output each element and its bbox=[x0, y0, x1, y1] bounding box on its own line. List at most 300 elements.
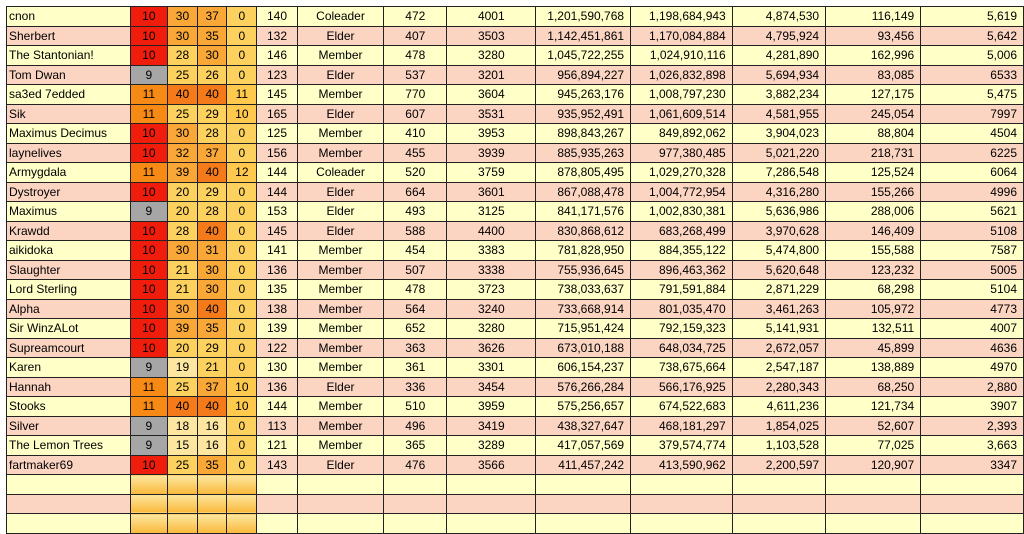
grade-2-cell[interactable]: 39 bbox=[168, 163, 198, 183]
count-2-cell[interactable]: 3125 bbox=[447, 202, 536, 222]
count-1-cell[interactable]: 361 bbox=[384, 358, 447, 378]
count-2-cell[interactable]: 3289 bbox=[447, 436, 536, 456]
value-5-cell[interactable]: 5005 bbox=[921, 260, 1024, 280]
value-2-cell[interactable]: 468,181,297 bbox=[631, 416, 733, 436]
grade-1-cell[interactable]: 10 bbox=[130, 338, 168, 358]
count-2-cell[interactable] bbox=[447, 475, 536, 495]
grade-1-cell[interactable]: 10 bbox=[130, 46, 168, 66]
level-cell[interactable]: 143 bbox=[257, 455, 298, 475]
value-1-cell[interactable]: 606,154,237 bbox=[536, 358, 631, 378]
member-name-cell[interactable]: Maximus bbox=[7, 202, 131, 222]
role-cell[interactable]: Elder bbox=[297, 455, 383, 475]
value-4-cell[interactable] bbox=[826, 514, 921, 534]
value-3-cell[interactable]: 5,636,986 bbox=[732, 202, 825, 222]
grade-1-cell[interactable]: 9 bbox=[130, 358, 168, 378]
value-5-cell[interactable]: 5,475 bbox=[921, 85, 1024, 105]
value-4-cell[interactable]: 123,232 bbox=[826, 260, 921, 280]
value-5-cell[interactable]: 6064 bbox=[921, 163, 1024, 183]
role-cell[interactable]: Member bbox=[297, 358, 383, 378]
value-2-cell[interactable]: 566,176,925 bbox=[631, 377, 733, 397]
member-name-cell[interactable] bbox=[7, 475, 131, 495]
value-4-cell[interactable]: 88,804 bbox=[826, 124, 921, 144]
value-1-cell[interactable] bbox=[536, 514, 631, 534]
count-1-cell[interactable]: 537 bbox=[384, 65, 447, 85]
value-4-cell[interactable]: 245,054 bbox=[826, 104, 921, 124]
value-4-cell[interactable]: 77,025 bbox=[826, 436, 921, 456]
value-3-cell[interactable]: 4,281,890 bbox=[732, 46, 825, 66]
level-cell[interactable]: 146 bbox=[257, 46, 298, 66]
grade-3-cell[interactable] bbox=[197, 494, 227, 514]
grade-3-cell[interactable]: 26 bbox=[197, 65, 227, 85]
grade-2-cell[interactable]: 40 bbox=[168, 85, 198, 105]
value-4-cell[interactable] bbox=[826, 475, 921, 495]
value-5-cell[interactable]: 3,663 bbox=[921, 436, 1024, 456]
role-cell[interactable]: Member bbox=[297, 319, 383, 339]
value-4-cell[interactable]: 162,996 bbox=[826, 46, 921, 66]
value-4-cell[interactable]: 125,524 bbox=[826, 163, 921, 183]
value-5-cell[interactable]: 4636 bbox=[921, 338, 1024, 358]
grade-4-cell[interactable]: 11 bbox=[227, 85, 257, 105]
grade-1-cell[interactable]: 11 bbox=[130, 163, 168, 183]
value-4-cell[interactable]: 83,085 bbox=[826, 65, 921, 85]
count-2-cell[interactable] bbox=[447, 514, 536, 534]
value-4-cell[interactable]: 138,889 bbox=[826, 358, 921, 378]
value-2-cell[interactable]: 1,061,609,514 bbox=[631, 104, 733, 124]
role-cell[interactable]: Member bbox=[297, 397, 383, 417]
value-4-cell[interactable] bbox=[826, 494, 921, 514]
member-name-cell[interactable]: cnon bbox=[7, 7, 131, 27]
member-name-cell[interactable]: aikidoka bbox=[7, 241, 131, 261]
count-1-cell[interactable]: 664 bbox=[384, 182, 447, 202]
value-5-cell[interactable]: 7587 bbox=[921, 241, 1024, 261]
value-1-cell[interactable]: 575,256,657 bbox=[536, 397, 631, 417]
count-1-cell[interactable]: 478 bbox=[384, 46, 447, 66]
grade-1-cell[interactable]: 10 bbox=[130, 260, 168, 280]
value-2-cell[interactable]: 1,170,084,884 bbox=[631, 26, 733, 46]
grade-3-cell[interactable]: 40 bbox=[197, 163, 227, 183]
level-cell[interactable]: 153 bbox=[257, 202, 298, 222]
count-1-cell[interactable] bbox=[384, 475, 447, 495]
grade-2-cell[interactable]: 28 bbox=[168, 46, 198, 66]
grade-1-cell[interactable]: 11 bbox=[130, 397, 168, 417]
value-3-cell[interactable]: 3,461,263 bbox=[732, 299, 825, 319]
value-1-cell[interactable]: 830,868,612 bbox=[536, 221, 631, 241]
grade-3-cell[interactable]: 29 bbox=[197, 182, 227, 202]
count-2-cell[interactable]: 3240 bbox=[447, 299, 536, 319]
count-2-cell[interactable] bbox=[447, 494, 536, 514]
role-cell[interactable]: Member bbox=[297, 299, 383, 319]
grade-3-cell[interactable]: 35 bbox=[197, 455, 227, 475]
grade-4-cell[interactable]: 0 bbox=[227, 455, 257, 475]
value-3-cell[interactable]: 7,286,548 bbox=[732, 163, 825, 183]
count-1-cell[interactable]: 607 bbox=[384, 104, 447, 124]
count-2-cell[interactable]: 4001 bbox=[447, 7, 536, 27]
count-1-cell[interactable]: 564 bbox=[384, 299, 447, 319]
level-cell[interactable]: 141 bbox=[257, 241, 298, 261]
value-1-cell[interactable]: 438,327,647 bbox=[536, 416, 631, 436]
grade-2-cell[interactable]: 39 bbox=[168, 319, 198, 339]
level-cell[interactable]: 121 bbox=[257, 436, 298, 456]
role-cell[interactable]: Elder bbox=[297, 26, 383, 46]
value-1-cell[interactable] bbox=[536, 494, 631, 514]
grade-3-cell[interactable]: 37 bbox=[197, 143, 227, 163]
grade-2-cell[interactable] bbox=[168, 514, 198, 534]
value-1-cell[interactable]: 956,894,227 bbox=[536, 65, 631, 85]
value-4-cell[interactable]: 127,175 bbox=[826, 85, 921, 105]
grade-1-cell[interactable]: 11 bbox=[130, 104, 168, 124]
count-1-cell[interactable]: 478 bbox=[384, 280, 447, 300]
grade-4-cell[interactable]: 0 bbox=[227, 46, 257, 66]
value-5-cell[interactable]: 2,393 bbox=[921, 416, 1024, 436]
member-name-cell[interactable]: Lord Sterling bbox=[7, 280, 131, 300]
role-cell[interactable] bbox=[297, 514, 383, 534]
value-3-cell[interactable]: 2,672,057 bbox=[732, 338, 825, 358]
level-cell[interactable]: 123 bbox=[257, 65, 298, 85]
count-1-cell[interactable]: 472 bbox=[384, 7, 447, 27]
count-1-cell[interactable]: 493 bbox=[384, 202, 447, 222]
role-cell[interactable]: Elder bbox=[297, 104, 383, 124]
grade-4-cell[interactable]: 0 bbox=[227, 26, 257, 46]
member-name-cell[interactable]: Tom Dwan bbox=[7, 65, 131, 85]
grade-4-cell[interactable]: 0 bbox=[227, 338, 257, 358]
count-1-cell[interactable]: 365 bbox=[384, 436, 447, 456]
member-name-cell[interactable]: The Stantonian! bbox=[7, 46, 131, 66]
value-2-cell[interactable]: 1,024,910,116 bbox=[631, 46, 733, 66]
value-1-cell[interactable]: 878,805,495 bbox=[536, 163, 631, 183]
role-cell[interactable]: Elder bbox=[297, 221, 383, 241]
grade-2-cell[interactable]: 25 bbox=[168, 65, 198, 85]
value-5-cell[interactable]: 5,006 bbox=[921, 46, 1024, 66]
level-cell[interactable]: 130 bbox=[257, 358, 298, 378]
grade-3-cell[interactable]: 28 bbox=[197, 124, 227, 144]
member-name-cell[interactable]: Stooks bbox=[7, 397, 131, 417]
value-3-cell[interactable]: 5,474,800 bbox=[732, 241, 825, 261]
grade-2-cell[interactable]: 30 bbox=[168, 124, 198, 144]
grade-4-cell[interactable]: 0 bbox=[227, 202, 257, 222]
value-3-cell[interactable]: 1,103,528 bbox=[732, 436, 825, 456]
grade-4-cell[interactable] bbox=[227, 494, 257, 514]
grade-1-cell[interactable]: 9 bbox=[130, 416, 168, 436]
count-2-cell[interactable]: 3939 bbox=[447, 143, 536, 163]
value-2-cell[interactable] bbox=[631, 475, 733, 495]
count-1-cell[interactable]: 520 bbox=[384, 163, 447, 183]
count-1-cell[interactable]: 510 bbox=[384, 397, 447, 417]
level-cell[interactable]: 138 bbox=[257, 299, 298, 319]
grade-2-cell[interactable]: 30 bbox=[168, 241, 198, 261]
grade-3-cell[interactable]: 29 bbox=[197, 338, 227, 358]
count-2-cell[interactable]: 3503 bbox=[447, 26, 536, 46]
value-1-cell[interactable]: 755,936,645 bbox=[536, 260, 631, 280]
value-3-cell[interactable]: 4,874,530 bbox=[732, 7, 825, 27]
value-4-cell[interactable]: 146,409 bbox=[826, 221, 921, 241]
grade-2-cell[interactable]: 20 bbox=[168, 182, 198, 202]
count-1-cell[interactable]: 507 bbox=[384, 260, 447, 280]
value-2-cell[interactable] bbox=[631, 514, 733, 534]
count-2-cell[interactable]: 3280 bbox=[447, 319, 536, 339]
value-3-cell[interactable] bbox=[732, 475, 825, 495]
level-cell[interactable]: 144 bbox=[257, 163, 298, 183]
level-cell[interactable] bbox=[257, 494, 298, 514]
grade-3-cell[interactable]: 37 bbox=[197, 377, 227, 397]
count-1-cell[interactable] bbox=[384, 494, 447, 514]
value-3-cell[interactable]: 1,854,025 bbox=[732, 416, 825, 436]
value-1-cell[interactable]: 673,010,188 bbox=[536, 338, 631, 358]
role-cell[interactable]: Member bbox=[297, 338, 383, 358]
member-name-cell[interactable]: Maximus Decimus bbox=[7, 124, 131, 144]
grade-4-cell[interactable]: 0 bbox=[227, 358, 257, 378]
value-4-cell[interactable]: 288,006 bbox=[826, 202, 921, 222]
value-3-cell[interactable]: 2,871,229 bbox=[732, 280, 825, 300]
value-5-cell[interactable]: 4773 bbox=[921, 299, 1024, 319]
value-1-cell[interactable]: 898,843,267 bbox=[536, 124, 631, 144]
value-2-cell[interactable]: 674,522,683 bbox=[631, 397, 733, 417]
member-name-cell[interactable]: Krawdd bbox=[7, 221, 131, 241]
count-1-cell[interactable]: 407 bbox=[384, 26, 447, 46]
role-cell[interactable]: Member bbox=[297, 280, 383, 300]
count-1-cell[interactable]: 476 bbox=[384, 455, 447, 475]
value-2-cell[interactable]: 791,591,884 bbox=[631, 280, 733, 300]
grade-1-cell[interactable]: 10 bbox=[130, 299, 168, 319]
value-5-cell[interactable]: 4504 bbox=[921, 124, 1024, 144]
member-name-cell[interactable]: laynelives bbox=[7, 143, 131, 163]
level-cell[interactable]: 139 bbox=[257, 319, 298, 339]
value-1-cell[interactable]: 885,935,263 bbox=[536, 143, 631, 163]
value-1-cell[interactable]: 945,263,176 bbox=[536, 85, 631, 105]
value-3-cell[interactable]: 4,316,280 bbox=[732, 182, 825, 202]
count-1-cell[interactable]: 770 bbox=[384, 85, 447, 105]
member-name-cell[interactable] bbox=[7, 494, 131, 514]
value-5-cell[interactable]: 4996 bbox=[921, 182, 1024, 202]
count-1-cell[interactable]: 454 bbox=[384, 241, 447, 261]
role-cell[interactable]: Elder bbox=[297, 182, 383, 202]
value-1-cell[interactable] bbox=[536, 475, 631, 495]
value-5-cell[interactable]: 7997 bbox=[921, 104, 1024, 124]
value-1-cell[interactable]: 411,457,242 bbox=[536, 455, 631, 475]
member-name-cell[interactable]: Armygdala bbox=[7, 163, 131, 183]
value-2-cell[interactable]: 1,008,797,230 bbox=[631, 85, 733, 105]
grade-2-cell[interactable]: 30 bbox=[168, 7, 198, 27]
grade-1-cell[interactable] bbox=[130, 494, 168, 514]
role-cell[interactable]: Coleader bbox=[297, 163, 383, 183]
value-3-cell[interactable] bbox=[732, 494, 825, 514]
value-5-cell[interactable] bbox=[921, 494, 1024, 514]
value-2-cell[interactable] bbox=[631, 494, 733, 514]
value-4-cell[interactable]: 45,899 bbox=[826, 338, 921, 358]
level-cell[interactable]: 122 bbox=[257, 338, 298, 358]
count-2-cell[interactable]: 3626 bbox=[447, 338, 536, 358]
grade-3-cell[interactable]: 35 bbox=[197, 319, 227, 339]
grade-3-cell[interactable]: 40 bbox=[197, 221, 227, 241]
value-3-cell[interactable]: 4,611,236 bbox=[732, 397, 825, 417]
grade-4-cell[interactable]: 0 bbox=[227, 65, 257, 85]
level-cell[interactable]: 125 bbox=[257, 124, 298, 144]
count-2-cell[interactable]: 3604 bbox=[447, 85, 536, 105]
member-name-cell[interactable]: Dystroyer bbox=[7, 182, 131, 202]
value-1-cell[interactable]: 733,668,914 bbox=[536, 299, 631, 319]
role-cell[interactable]: Elder bbox=[297, 65, 383, 85]
value-2-cell[interactable]: 1,026,832,898 bbox=[631, 65, 733, 85]
value-2-cell[interactable]: 683,268,499 bbox=[631, 221, 733, 241]
grade-1-cell[interactable]: 10 bbox=[130, 182, 168, 202]
grade-2-cell[interactable]: 30 bbox=[168, 26, 198, 46]
count-2-cell[interactable]: 3280 bbox=[447, 46, 536, 66]
value-2-cell[interactable]: 1,002,830,381 bbox=[631, 202, 733, 222]
count-2-cell[interactable]: 3383 bbox=[447, 241, 536, 261]
count-1-cell[interactable]: 496 bbox=[384, 416, 447, 436]
value-5-cell[interactable]: 5104 bbox=[921, 280, 1024, 300]
value-2-cell[interactable]: 792,159,323 bbox=[631, 319, 733, 339]
grade-1-cell[interactable]: 10 bbox=[130, 455, 168, 475]
grade-1-cell[interactable] bbox=[130, 475, 168, 495]
role-cell[interactable]: Member bbox=[297, 124, 383, 144]
value-5-cell[interactable]: 6225 bbox=[921, 143, 1024, 163]
value-4-cell[interactable]: 120,907 bbox=[826, 455, 921, 475]
grade-1-cell[interactable]: 10 bbox=[130, 241, 168, 261]
value-4-cell[interactable]: 121,734 bbox=[826, 397, 921, 417]
value-2-cell[interactable]: 379,574,774 bbox=[631, 436, 733, 456]
count-2-cell[interactable]: 3454 bbox=[447, 377, 536, 397]
member-name-cell[interactable]: Supreamcourt bbox=[7, 338, 131, 358]
grade-1-cell[interactable]: 11 bbox=[130, 377, 168, 397]
value-5-cell[interactable]: 5621 bbox=[921, 202, 1024, 222]
value-4-cell[interactable]: 218,731 bbox=[826, 143, 921, 163]
count-2-cell[interactable]: 3953 bbox=[447, 124, 536, 144]
value-2-cell[interactable]: 977,380,485 bbox=[631, 143, 733, 163]
member-name-cell[interactable]: Slaughter bbox=[7, 260, 131, 280]
count-2-cell[interactable]: 3566 bbox=[447, 455, 536, 475]
grade-1-cell[interactable]: 9 bbox=[130, 436, 168, 456]
value-4-cell[interactable]: 68,298 bbox=[826, 280, 921, 300]
role-cell[interactable] bbox=[297, 494, 383, 514]
count-2-cell[interactable]: 3338 bbox=[447, 260, 536, 280]
grade-4-cell[interactable]: 0 bbox=[227, 241, 257, 261]
grade-1-cell[interactable]: 9 bbox=[130, 202, 168, 222]
grade-1-cell[interactable]: 10 bbox=[130, 221, 168, 241]
count-2-cell[interactable]: 3601 bbox=[447, 182, 536, 202]
value-2-cell[interactable]: 1,198,684,943 bbox=[631, 7, 733, 27]
grade-2-cell[interactable]: 30 bbox=[168, 299, 198, 319]
grade-4-cell[interactable]: 0 bbox=[227, 319, 257, 339]
value-4-cell[interactable]: 68,250 bbox=[826, 377, 921, 397]
value-5-cell[interactable]: 5,619 bbox=[921, 7, 1024, 27]
member-name-cell[interactable]: Sherbert bbox=[7, 26, 131, 46]
value-1-cell[interactable]: 841,171,576 bbox=[536, 202, 631, 222]
value-4-cell[interactable]: 93,456 bbox=[826, 26, 921, 46]
level-cell[interactable]: 136 bbox=[257, 377, 298, 397]
level-cell[interactable]: 136 bbox=[257, 260, 298, 280]
grade-3-cell[interactable]: 31 bbox=[197, 241, 227, 261]
value-3-cell[interactable]: 4,795,924 bbox=[732, 26, 825, 46]
level-cell[interactable]: 145 bbox=[257, 85, 298, 105]
value-1-cell[interactable]: 738,033,637 bbox=[536, 280, 631, 300]
count-2-cell[interactable]: 3301 bbox=[447, 358, 536, 378]
count-1-cell[interactable]: 410 bbox=[384, 124, 447, 144]
member-name-cell[interactable]: Sir WinzALot bbox=[7, 319, 131, 339]
value-2-cell[interactable]: 884,355,122 bbox=[631, 241, 733, 261]
grade-3-cell[interactable]: 35 bbox=[197, 26, 227, 46]
grade-1-cell[interactable]: 10 bbox=[130, 26, 168, 46]
grade-2-cell[interactable] bbox=[168, 494, 198, 514]
value-2-cell[interactable]: 849,892,062 bbox=[631, 124, 733, 144]
grade-4-cell[interactable]: 0 bbox=[227, 7, 257, 27]
grade-2-cell[interactable]: 19 bbox=[168, 358, 198, 378]
value-2-cell[interactable]: 896,463,362 bbox=[631, 260, 733, 280]
value-3-cell[interactable]: 5,694,934 bbox=[732, 65, 825, 85]
grade-2-cell[interactable]: 21 bbox=[168, 280, 198, 300]
count-2-cell[interactable]: 3723 bbox=[447, 280, 536, 300]
member-name-cell[interactable] bbox=[7, 514, 131, 534]
value-1-cell[interactable]: 1,045,722,255 bbox=[536, 46, 631, 66]
count-1-cell[interactable] bbox=[384, 514, 447, 534]
level-cell[interactable] bbox=[257, 475, 298, 495]
grade-3-cell[interactable]: 30 bbox=[197, 46, 227, 66]
role-cell[interactable]: Coleader bbox=[297, 7, 383, 27]
value-5-cell[interactable] bbox=[921, 475, 1024, 495]
value-1-cell[interactable]: 867,088,478 bbox=[536, 182, 631, 202]
grade-3-cell[interactable] bbox=[197, 475, 227, 495]
value-1-cell[interactable]: 417,057,569 bbox=[536, 436, 631, 456]
grade-4-cell[interactable]: 10 bbox=[227, 377, 257, 397]
grade-4-cell[interactable]: 0 bbox=[227, 280, 257, 300]
grade-2-cell[interactable]: 20 bbox=[168, 338, 198, 358]
value-1-cell[interactable]: 715,951,424 bbox=[536, 319, 631, 339]
level-cell[interactable]: 145 bbox=[257, 221, 298, 241]
level-cell[interactable]: 144 bbox=[257, 182, 298, 202]
count-1-cell[interactable]: 363 bbox=[384, 338, 447, 358]
member-name-cell[interactable]: The Lemon Trees bbox=[7, 436, 131, 456]
value-3-cell[interactable]: 5,620,648 bbox=[732, 260, 825, 280]
value-5-cell[interactable] bbox=[921, 514, 1024, 534]
level-cell[interactable]: 113 bbox=[257, 416, 298, 436]
value-4-cell[interactable]: 132,511 bbox=[826, 319, 921, 339]
value-3-cell[interactable]: 2,280,343 bbox=[732, 377, 825, 397]
member-name-cell[interactable]: fartmaker69 bbox=[7, 455, 131, 475]
grade-1-cell[interactable]: 10 bbox=[130, 280, 168, 300]
count-1-cell[interactable]: 588 bbox=[384, 221, 447, 241]
grade-3-cell[interactable] bbox=[197, 514, 227, 534]
value-4-cell[interactable]: 105,972 bbox=[826, 299, 921, 319]
value-5-cell[interactable]: 5,642 bbox=[921, 26, 1024, 46]
level-cell[interactable] bbox=[257, 514, 298, 534]
grade-4-cell[interactable] bbox=[227, 514, 257, 534]
grade-4-cell[interactable]: 0 bbox=[227, 299, 257, 319]
count-2-cell[interactable]: 3531 bbox=[447, 104, 536, 124]
grade-1-cell[interactable]: 10 bbox=[130, 7, 168, 27]
grade-2-cell[interactable]: 40 bbox=[168, 397, 198, 417]
level-cell[interactable]: 165 bbox=[257, 104, 298, 124]
value-2-cell[interactable]: 413,590,962 bbox=[631, 455, 733, 475]
grade-1-cell[interactable]: 11 bbox=[130, 85, 168, 105]
member-name-cell[interactable]: Sik bbox=[7, 104, 131, 124]
role-cell[interactable]: Member bbox=[297, 143, 383, 163]
role-cell[interactable] bbox=[297, 475, 383, 495]
grade-3-cell[interactable]: 30 bbox=[197, 280, 227, 300]
member-name-cell[interactable]: Hannah bbox=[7, 377, 131, 397]
value-1-cell[interactable]: 576,266,284 bbox=[536, 377, 631, 397]
grade-2-cell[interactable]: 28 bbox=[168, 221, 198, 241]
count-2-cell[interactable]: 3201 bbox=[447, 65, 536, 85]
grade-3-cell[interactable]: 30 bbox=[197, 260, 227, 280]
count-2-cell[interactable]: 3959 bbox=[447, 397, 536, 417]
count-2-cell[interactable]: 3759 bbox=[447, 163, 536, 183]
grade-3-cell[interactable]: 40 bbox=[197, 85, 227, 105]
grade-3-cell[interactable]: 40 bbox=[197, 397, 227, 417]
level-cell[interactable]: 140 bbox=[257, 7, 298, 27]
value-5-cell[interactable]: 3347 bbox=[921, 455, 1024, 475]
grade-4-cell[interactable]: 0 bbox=[227, 143, 257, 163]
value-5-cell[interactable]: 2,880 bbox=[921, 377, 1024, 397]
grade-4-cell[interactable]: 10 bbox=[227, 104, 257, 124]
